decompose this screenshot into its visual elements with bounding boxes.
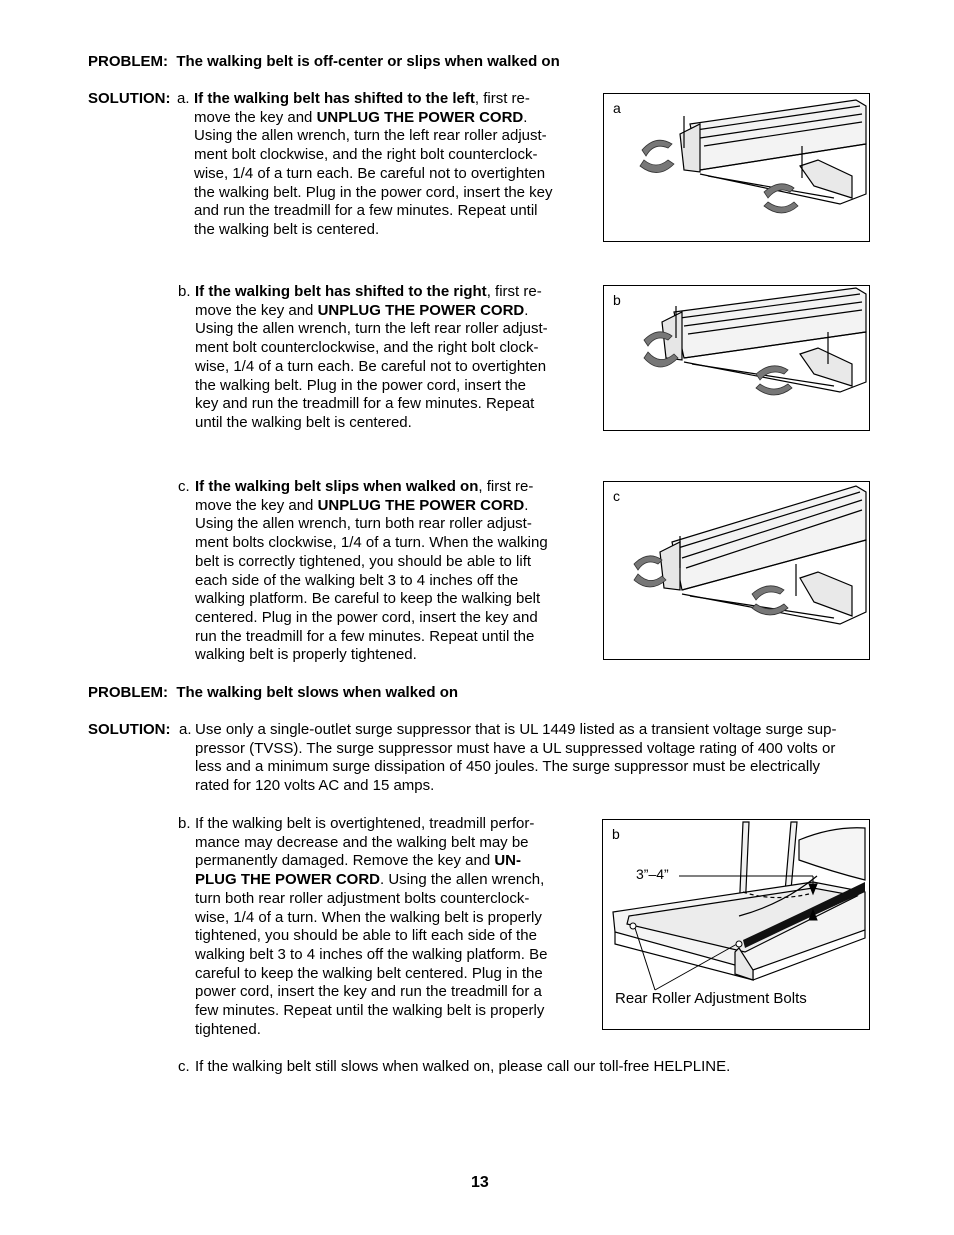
text-run: the walking belt is centered.: [194, 220, 380, 238]
problem-1-label: PROBLEM:: [88, 53, 168, 70]
text-run: walking belt is properly tightened.: [195, 646, 417, 664]
text-line: [195, 283, 542, 302]
text-run: rated for 120 volts AC and 15 amps.: [195, 777, 435, 795]
solution-2c-text: If the walking belt still slows when walked on, please call our toll-free HELPLINE.: [195, 1058, 731, 1075]
text-run: Using the allen wrench, turn the left rear roller adjust-: [195, 320, 548, 338]
text-run: wise, 1/4 of a turn each. Be careful not to overtighten: [194, 164, 546, 182]
text-run: each side of the walking belt 3 to 4 inches off the: [195, 571, 519, 589]
text-line: [195, 497, 528, 516]
text-line: [195, 852, 521, 871]
figure-c-label: c: [613, 488, 620, 504]
text-line: [194, 109, 527, 128]
figure-d-label: b: [612, 826, 620, 842]
figure-b: [603, 285, 870, 431]
treadmill-rear-illustration-b: [604, 286, 868, 429]
text-line: [195, 377, 526, 396]
text-run: , first re-: [486, 283, 542, 300]
treadmill-rear-illustration-a: [604, 94, 868, 240]
solution-1-label: SOLUTION:: [88, 90, 171, 107]
text-line: [194, 146, 538, 165]
text-line: [194, 184, 553, 203]
text-line: [194, 90, 530, 109]
text-run: Using the allen wrench, turn the left rear roller adjust-: [194, 127, 547, 145]
solution-2c-marker: c.: [178, 1058, 190, 1075]
problem-2-heading: [88, 684, 458, 703]
text-line: [195, 358, 546, 377]
text-line: [195, 740, 835, 759]
solution-2b-marker: b.: [178, 815, 191, 832]
text-run: ment bolts clockwise, 1/4 of a turn. When the walking: [195, 534, 548, 552]
text-run: the walking belt. Plug in the power cord, insert the: [195, 376, 527, 394]
text-line: [195, 302, 528, 321]
solution-1a-marker: a.: [177, 90, 190, 107]
text-line: [195, 395, 534, 414]
figure-b-label: b: [613, 292, 621, 308]
text-run: permanently damaged. Remove the key and: [195, 852, 495, 870]
text-line: [195, 983, 542, 1002]
text-line: [194, 127, 547, 146]
text-line: [195, 515, 532, 534]
bold-run: UNPLUG THE POWER CORD: [316, 108, 524, 126]
text-line: [195, 777, 434, 796]
text-line: [195, 946, 547, 965]
figure-c: [603, 481, 870, 660]
page-number: 13: [471, 1174, 489, 1191]
bold-run: UNPLUG THE POWER CORD: [317, 496, 525, 514]
text-line: [194, 221, 379, 240]
text-run: and run the treadmill for a few minutes. Repeat until: [194, 202, 538, 220]
text-line: [195, 871, 544, 890]
bold-run: If the walking belt has shifted to the left: [194, 90, 475, 107]
bold-run: UN-: [494, 852, 522, 870]
figure-a: [603, 93, 870, 242]
text-run: tightened.: [195, 1020, 261, 1038]
figure-d: [602, 819, 870, 1030]
problem-1-heading: [88, 53, 560, 72]
text-run: move the key and: [195, 496, 318, 514]
text-line: [195, 1002, 544, 1021]
text-run: careful to keep the walking belt centered. Plug in the: [195, 964, 543, 982]
bold-run: If the walking belt has shifted to the right: [195, 283, 487, 300]
text-line: [195, 1021, 261, 1040]
text-run: centered. Plug in the power cord, insert the key and: [195, 608, 538, 626]
treadmill-rear-illustration-c: [604, 482, 868, 658]
text-line: [195, 721, 836, 740]
text-line: [194, 202, 538, 221]
problem-2-title: The walking belt slows when walked on: [176, 684, 459, 701]
text-line: [194, 165, 545, 184]
text-run: wise, 1/4 of a turn each. Be careful not to overtighten: [195, 357, 547, 375]
text-run: move the key and: [195, 301, 318, 319]
text-run: mance may decrease and the walking belt may be: [195, 833, 529, 851]
text-line: [195, 414, 412, 433]
text-line: [195, 534, 548, 553]
text-run: Using the allen wrench, turn both rear roller adjust-: [195, 515, 532, 533]
text-line: [195, 927, 537, 946]
text-run: . Using the allen wrench,: [380, 871, 545, 889]
belt-lift-dimension: 3”–4”: [636, 866, 669, 882]
text-line: [195, 339, 539, 358]
text-line: [195, 834, 529, 853]
text-run: belt is correctly tightened, you should be able to lift: [195, 552, 532, 570]
text-line: [195, 553, 531, 572]
text-run: until the walking belt is centered.: [195, 413, 412, 431]
text-run: pressor (TVSS). The surge suppressor must have a UL suppressed voltage rating of 400 volts or: [195, 739, 836, 757]
text-line: [195, 890, 529, 909]
text-line: [195, 909, 542, 928]
text-line: [195, 609, 538, 628]
solution-1b-marker: b.: [178, 283, 191, 300]
text-run: few minutes. Repeat until the walking belt is properly: [195, 1002, 545, 1019]
text-line: [195, 815, 534, 834]
rear-roller-bolts-caption: Rear Roller Adjustment Bolts: [615, 990, 807, 1007]
bold-run: PLUG THE POWER CORD: [195, 871, 381, 889]
text-run: key and run the treadmill for a few minutes. Repeat: [195, 395, 535, 413]
solution-2-label: SOLUTION:: [88, 721, 171, 738]
text-run: turn both rear roller adjustment bolts counterclock-: [195, 889, 530, 907]
text-line: [195, 478, 533, 497]
text-run: If the walking belt is overtightened, treadmill perfor-: [195, 815, 535, 832]
text-run: tightened, you should be able to lift each side of the: [195, 927, 537, 945]
problem-1-title: The walking belt is off-center or slips when walked on: [176, 53, 560, 70]
text-run: Use only a single-outlet surge suppressor that is UL 1449 listed as a transient voltage surge sup-: [195, 721, 837, 738]
text-run: , first re-: [478, 478, 534, 495]
text-line: [195, 590, 540, 609]
text-run: the walking belt. Plug in the power cord, insert the key: [194, 183, 553, 201]
text-run: walking belt 3 to 4 inches off the walking platform. Be: [195, 945, 548, 963]
figure-a-label: a: [613, 100, 621, 116]
text-run: .: [524, 301, 529, 319]
text-line: [195, 758, 820, 777]
solution-2a-marker: a.: [179, 721, 192, 738]
text-line: [195, 320, 548, 339]
text-run: .: [524, 496, 529, 514]
text-line: [195, 965, 543, 984]
text-run: run the treadmill for a few minutes. Repeat until the: [195, 627, 535, 645]
text-run: less and a minimum surge dissipation of 450 joules. The surge suppressor must be electrically: [195, 758, 821, 776]
text-run: walking platform. Be careful to keep the walking belt: [195, 590, 541, 608]
text-run: move the key and: [194, 108, 317, 126]
text-run: power cord, insert the key and run the treadmill for a: [195, 983, 542, 1001]
text-run: , first re-: [474, 90, 530, 107]
solution-1c-marker: c.: [178, 478, 190, 495]
text-run: .: [523, 108, 528, 126]
bold-run: If the walking belt slips when walked on: [195, 478, 479, 495]
problem-2-label: PROBLEM:: [88, 684, 168, 701]
text-line: [195, 646, 417, 665]
text-run: ment bolt counterclockwise, and the right bolt clock-: [195, 339, 539, 357]
text-line: [195, 628, 534, 647]
text-line: [195, 572, 518, 591]
bold-run: UNPLUG THE POWER CORD: [317, 301, 525, 319]
text-run: wise, 1/4 of a turn. When the walking belt is properly: [195, 908, 542, 926]
text-run: ment bolt clockwise, and the right bolt counterclock-: [194, 146, 538, 164]
